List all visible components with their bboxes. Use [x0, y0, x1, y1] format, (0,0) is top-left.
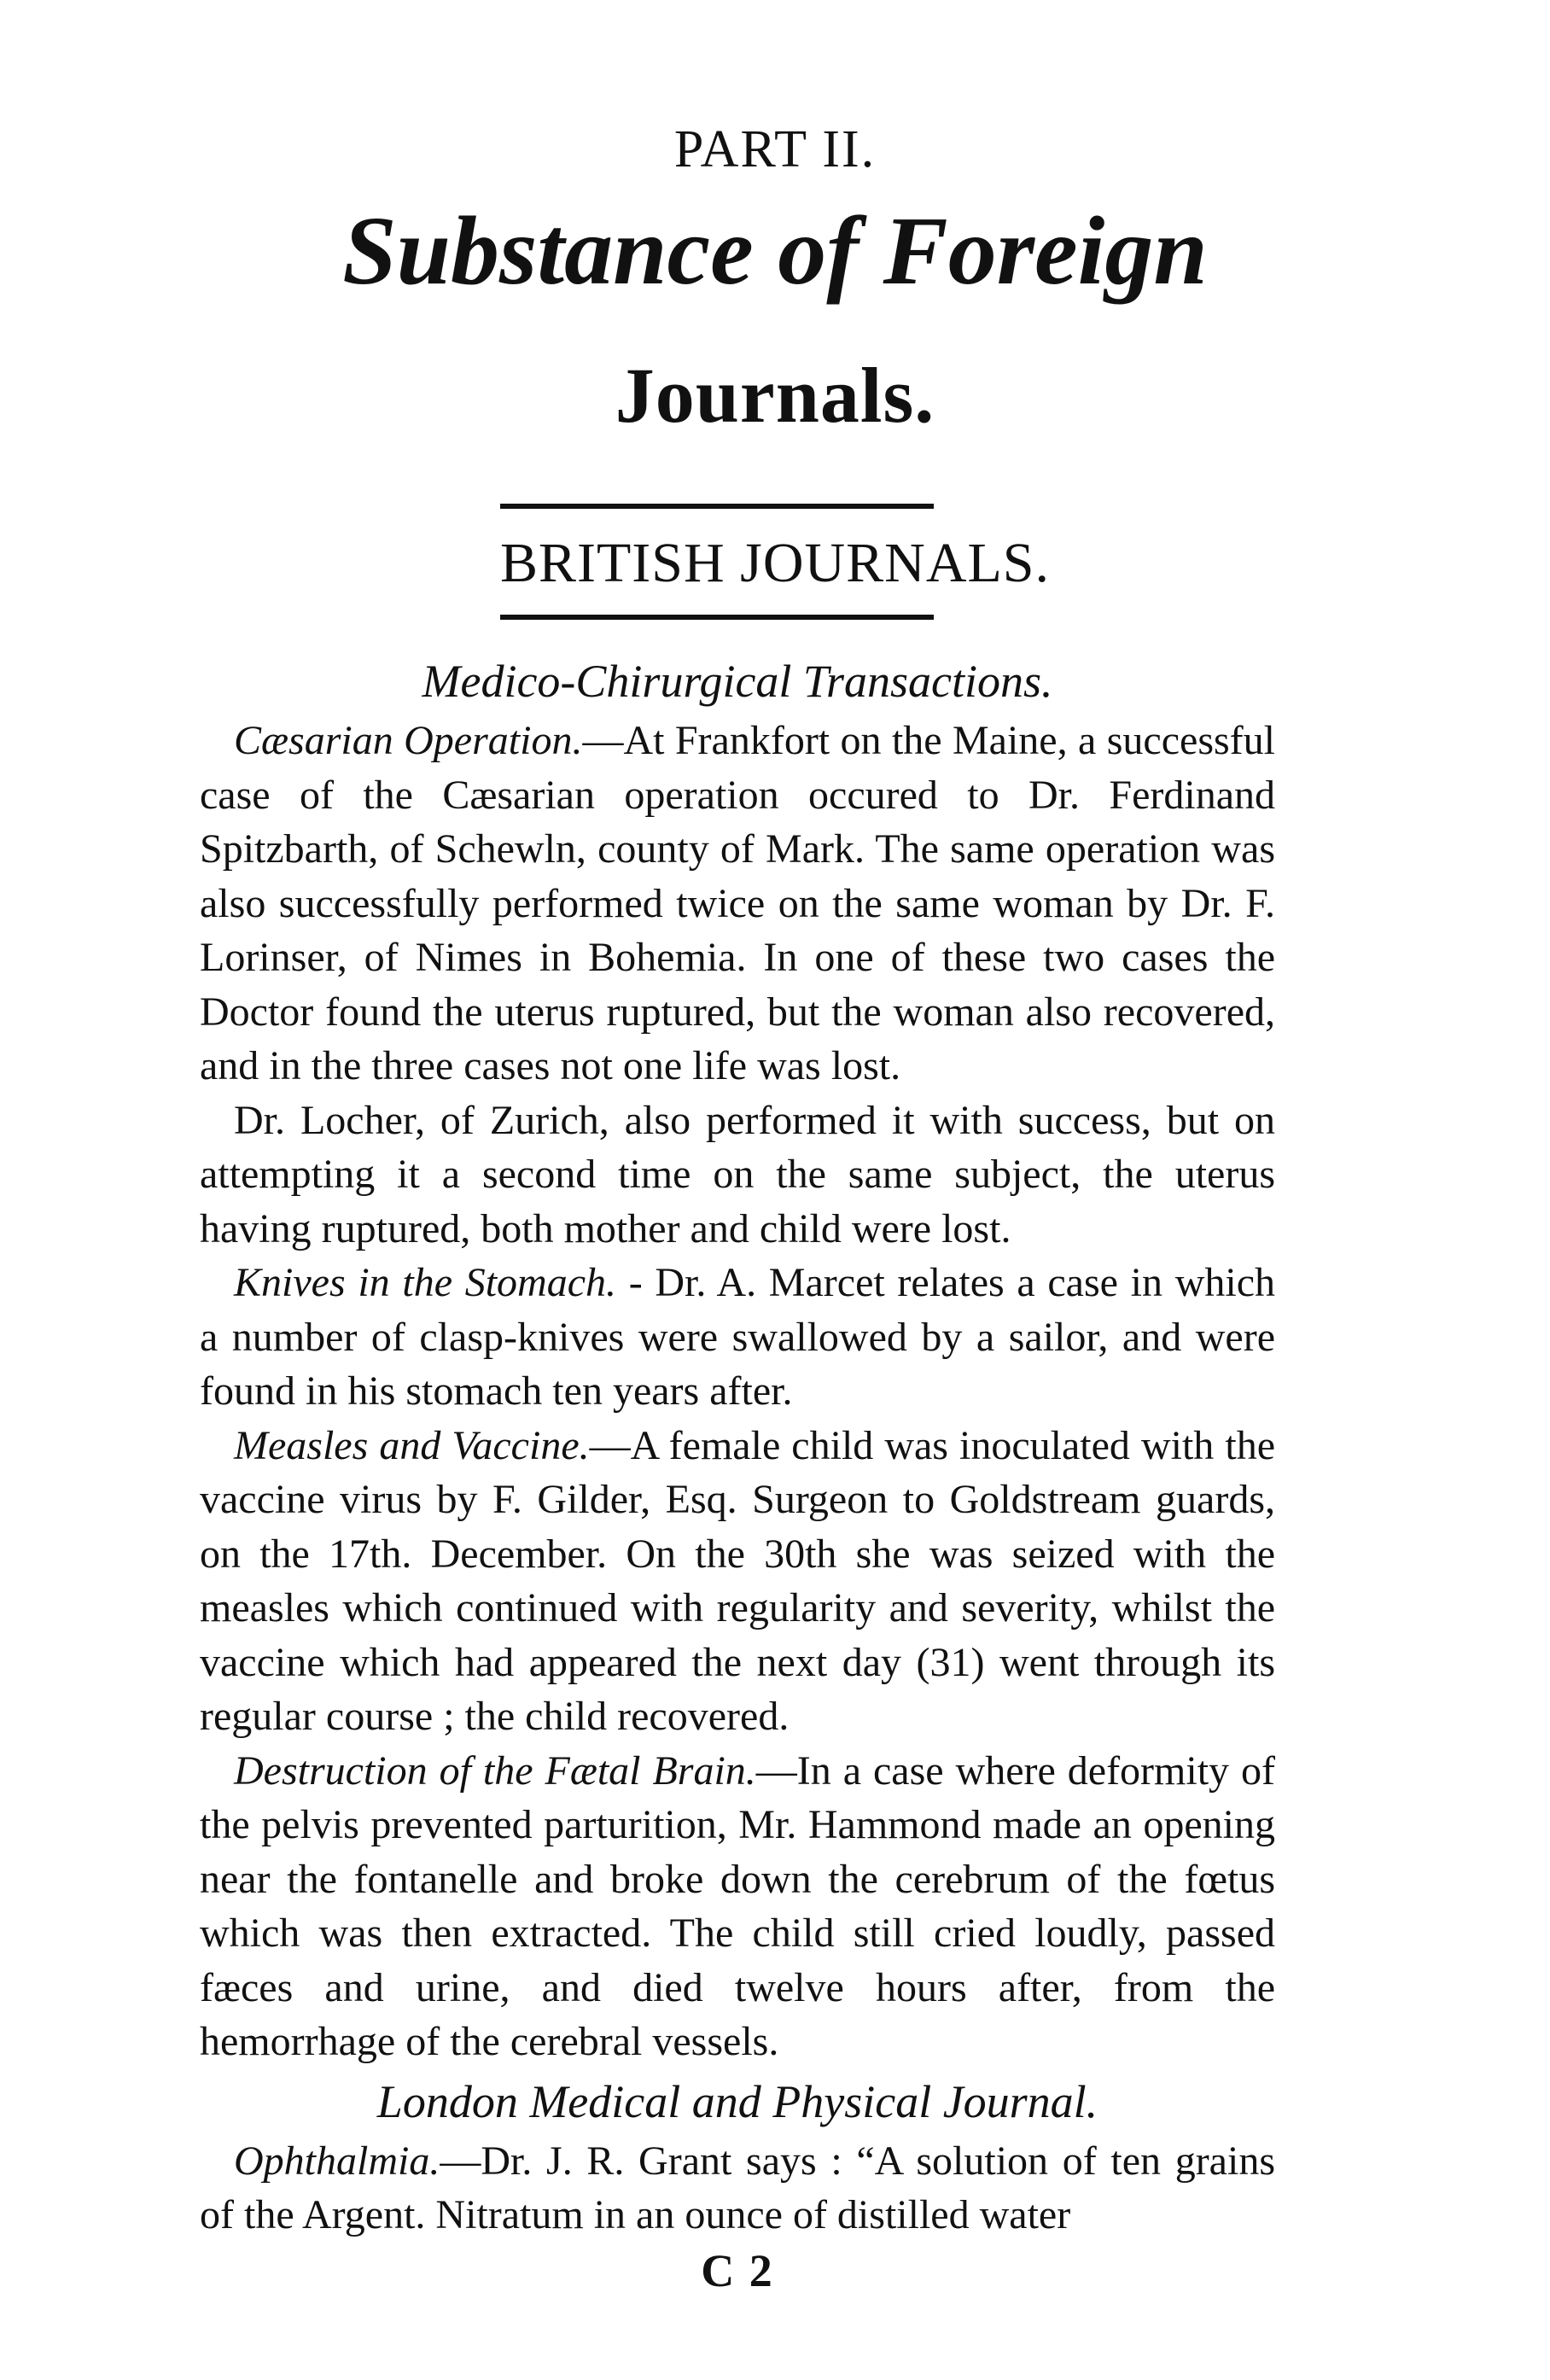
journal-heading: London Medical and Physical Journal.	[376, 2075, 1098, 2127]
article-paragraph	[200, 1419, 1275, 1744]
article-text: —In a case where deformity of the pelvis prevented parturition, Mr. Hammond made an opening near the fontanelle and broke down the cerebrum of the fœtus which was then extracted. The child still cried loudly, passed fæces and urine, and died twelve hours after, from the hemorrhage of the cerebral vessels.	[200, 1747, 1275, 2064]
page-title-continued: Journals.	[615, 352, 935, 439]
divider-bottom	[500, 615, 934, 620]
page-title: Substance of Foreign	[342, 196, 1208, 305]
article-paragraph	[200, 1744, 1275, 2069]
page-signature: C 2	[701, 2244, 774, 2296]
journal-heading: Medico-Chirurgical Transactions.	[422, 656, 1053, 707]
body-text	[200, 649, 1275, 2297]
divider-top	[500, 504, 934, 509]
article-paragraph	[200, 1094, 1275, 1257]
article-paragraph	[200, 714, 1275, 1094]
article-paragraph	[200, 1256, 1275, 1419]
article-heading: Measles and Vaccine.	[234, 1422, 590, 1468]
article-heading: Cæsarian Operation.	[234, 718, 583, 763]
article-text: —A female child was inoculated with the vaccine virus by F. Gilder, Esq. Surgeon to Goldstream guards, on the 17th. December. On the 30th she was seized with the measles which continued with regularity and severity, whilst the vaccine which had appeared the next day (31) went through its regular course ; the child recovered.	[200, 1422, 1275, 1739]
article-text: —At Frankfort on the Maine, a successful case of the Cæsarian operation occured to Dr. Ferdinand Spitzbarth, of Schewln, county of Mark. The same operation was also successfully performed twice on the same woman by Dr. F. Lorinser, of Nimes in Bohemia. In one of these two cases the Doctor found the uterus ruptured, but the woman also recovered, and in the three cases not one life was lost.	[200, 718, 1275, 1088]
part-label: PART II.	[673, 120, 877, 178]
article-paragraph	[200, 2134, 1275, 2243]
article-heading: Destruction of the Fætal Brain.	[234, 1747, 756, 1794]
article-text: - Dr. A. Marcet relates a case in which a number of clasp-knives were swallowed by a sailor, and were found in his stomach ten years after.	[200, 1260, 1276, 1414]
section-title: BRITISH JOURNALS.	[499, 532, 1051, 594]
article-text: —Dr. J. R. Grant says : “A solution of ten grains of the Argent. Nitratum in an ounce of distilled water	[200, 2138, 1275, 2237]
article-text: Dr. Locher, of Zurich, also performed it with success, but on attempting it a second time on the same subject, the uterus having ruptured, both mother and child were lost.	[200, 1097, 1275, 1251]
article-heading: Ophthalmia.	[234, 2138, 440, 2184]
article-heading: Knives in the Stomach.	[234, 1260, 617, 1305]
